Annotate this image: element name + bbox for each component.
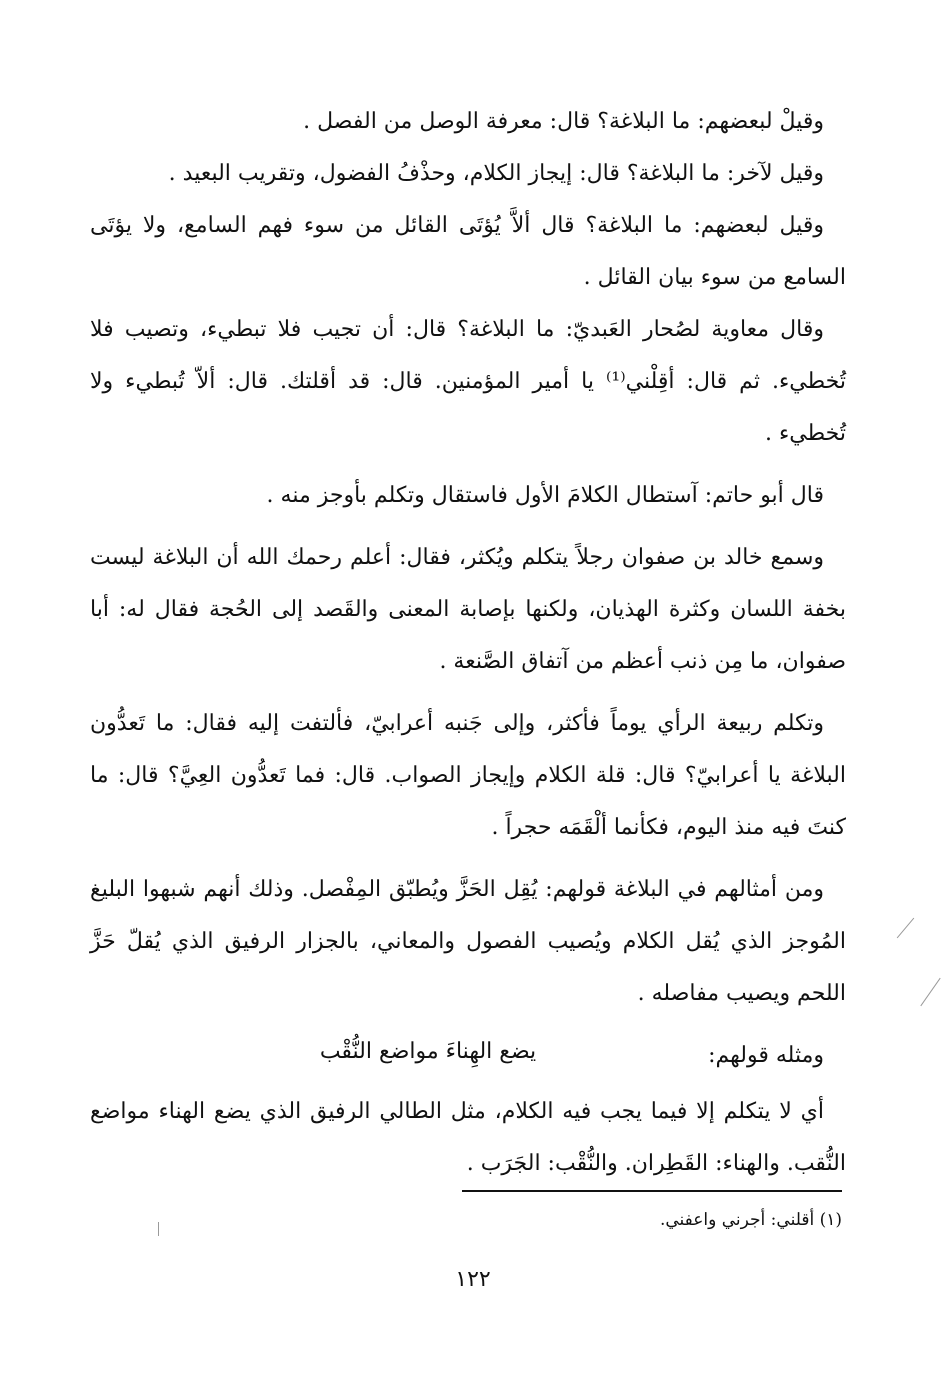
paragraph-8: ومن أمثالهم في البلاغة قولهم: يُقِل الحَزَّ ويُطبّق المِفْصل. وذلك أنهم شبهوا البليغ المُوجز الذي يُقل الكلام ويُصيب الفصول والمعاني، بالجزار الرفيق الذي يُقلّ حَزَّ اللحم ويصيب مفاصله . (90, 877, 846, 1006)
paragraph-5: قال أبو حاتم: آستطال الكلامَ الأول فاستقال وتكلم بأوجز منه . (266, 483, 824, 508)
footnote-divider (462, 1190, 842, 1192)
verse-explanation: أي لا يتكلم إلا فيما يجب فيه الكلام، مثل الطالي الرفيق الذي يضع الهناء مواضع النُّقب. والهناء: القَطِران. والنُّقْب: الجَرَب . (90, 1099, 846, 1176)
paragraph-7: وتكلم ربيعة الرأي يوماً فأكثر، وإلى جَنبه أعرابيّ، فألتفت إليه فقال: ما تَعدُّون البلاغة يا أعرابيّ؟ قال: قلة الكلام وإيجاز الصواب. قال: فما تَعدُّون العِيَّ؟ قال: ما كنتَ فيه منذ اليوم، فكأنما ألْقَمَه حجراً . (90, 711, 847, 840)
paragraph-2: وقيل لآخر: ما البلاغة؟ قال: إيجاز الكلام، وحذْفُ الفضول، وتقريب البعيد . (168, 161, 824, 186)
paragraph-3: وقيل لبعضهم: ما البلاغة؟ قال ألاَّ يُؤتَى القائل من سوء فهم السامع، ولا يؤتَى السامع من سوء بيان القائل . (90, 213, 846, 290)
footnote: (١) أقلني: أجرني واعفني. (659, 1210, 842, 1230)
verse-line: يضع الهِناءَ مواضع النُّقْب (319, 1039, 537, 1064)
main-text (90, 96, 846, 1082)
paragraph-9: ومثله قولهم: (708, 1043, 824, 1068)
scan-mark-2 (897, 918, 914, 939)
scan-mark-3 (158, 1222, 159, 1236)
paragraph-6: وسمع خالد بن صفوان رجلاً يتكلم ويُكثر، فقال: أعلم رحمك الله أن البلاغة ليست بخفة اللسان وكثرة الهذيان، ولكنها بإصابة المعنى والقَصد إلى الحُجة فقال له: أبا صفوان، ما مِن ذنب أعظم من آتفاق الصَّنعة . (90, 545, 846, 674)
paragraph-4: وقال معاوية لصُحار العَبديّ: ما البلاغة؟ قال: أن تجيب فلا تبطيء، وتصيب فلا تُخطيء. ثم قال: أقِلْني⁽¹⁾ يا أمير المؤمنين. قال: قد أقلتك. قال: ألاّ تُبطيء ولا تُخطيء . (90, 317, 846, 446)
scan-mark-1 (920, 978, 940, 1006)
page-number: ١٢٢ (455, 1267, 491, 1292)
paragraph-1: وقيلْ لبعضهم: ما البلاغة؟ قال: معرفة الوصل من الفصل . (303, 109, 824, 134)
